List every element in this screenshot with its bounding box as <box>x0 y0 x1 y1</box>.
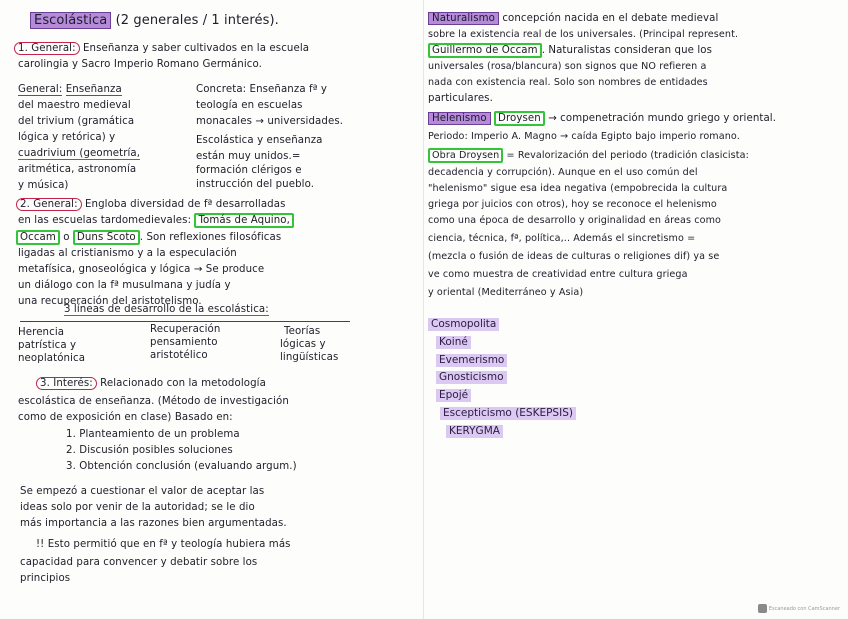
helenismo-text: Periodo: Imperio A. Magno → caída Egipto bajo imperio romano. <box>428 131 740 142</box>
col-a-line: aritmética, astronomía <box>18 164 137 175</box>
title: Escolástica <box>30 12 111 29</box>
col-b-line: teología en escuelas <box>196 100 303 111</box>
title-line <box>30 12 279 29</box>
general2-text: en las escuelas tardomedievales: <box>18 215 192 226</box>
general2-connector: o <box>63 232 70 243</box>
lineas-heading-text: 3 líneas de desarrollo de la escolástica: <box>64 304 269 315</box>
helenismo-text: (mezcla o fusión de ideas de culturas o religiones dif) ya se <box>428 251 720 262</box>
linea-1: neoplatónica <box>18 353 86 364</box>
col-a-text: Enseñanza <box>65 84 122 95</box>
col-b-line: Escolástica y enseñanza <box>196 135 323 146</box>
general1-line <box>14 42 309 55</box>
general2-text: un diálogo con la fª musulmana y judía y <box>18 280 231 291</box>
naturalismo-text: universales (rosa/blancura) son signos que NO refieren a <box>428 61 707 72</box>
linea-1: Herencia <box>18 327 65 338</box>
naturalismo-text: sobre la existencia real de los universales. (Principal represent. <box>428 29 739 40</box>
helenismo-line <box>428 149 749 162</box>
term-epoje: Epojé <box>436 389 471 402</box>
interes-step: 2. Discusión posibles soluciones <box>66 445 233 456</box>
lineas-rule <box>20 321 350 322</box>
linea-3: Teorías <box>284 326 321 337</box>
col-a-line: del trivium (gramática <box>18 116 135 127</box>
general2-line <box>16 231 281 244</box>
col-b-line: monacales → universidades. <box>196 116 344 127</box>
helenismo-text: ve como muestra de creatividad entre cultura griega <box>428 269 688 280</box>
interes-step: 1. Planteamiento de un problema <box>66 429 240 440</box>
general2-line <box>18 214 294 227</box>
para2-text: capacidad para convencer y debatir sobre los <box>20 557 258 568</box>
linea-2: pensamiento <box>150 337 218 348</box>
interes-text: Relacionado con la metodología <box>100 378 266 389</box>
cuadrivium: cuadrivium (geometría, <box>18 148 141 159</box>
helenismo-text: = Revalorización del periodo (tradición clasicista: <box>506 150 749 161</box>
interes-line <box>36 377 266 390</box>
term-gnosticismo: Gnosticismo <box>436 371 507 384</box>
helenismo-line <box>428 112 776 125</box>
col-a-line: y música) <box>18 180 69 191</box>
occam: Occam <box>16 230 60 245</box>
naturalismo-text: . Naturalistas consideran que los <box>541 45 713 56</box>
exclamation-mark: !! <box>36 539 45 550</box>
para2-text: Esto permitió que en fª y teología hubiera más <box>47 539 291 550</box>
scanner-watermark <box>758 604 840 613</box>
interes-step: 3. Obtención conclusión (evaluando argum.) <box>66 461 297 472</box>
general2-label: 2. General: <box>16 198 82 211</box>
linea-3: lógicas y <box>280 339 326 350</box>
para1-line: ideas solo por venir de la autoridad; se le dio <box>20 502 255 513</box>
helenismo-text: como una época de desarrollo y originalidad en áreas como <box>428 215 721 226</box>
general2-line <box>16 198 286 211</box>
helenismo-text: → compenetración mundo griego y oriental. <box>548 113 777 124</box>
interes-label: 3. Interés: <box>36 377 97 390</box>
term-kerygma: KERYGMA <box>446 425 503 438</box>
helenismo-text: decadencia y corrupción). Aunque en el uso común del <box>428 167 698 178</box>
general2-text: ligadas al cristianismo y a la especulación <box>18 248 237 259</box>
col-a-line: lógica y retórica) y <box>18 132 116 143</box>
linea-3: lingüísticas <box>280 352 339 363</box>
general2-text: una recuperación del aristotelismo. <box>18 296 202 307</box>
interes-text: como de exposición en clase) Basado en: <box>18 412 233 423</box>
right-page <box>424 0 848 619</box>
col-a-head <box>18 83 122 96</box>
helenismo-text: "helenismo" sigue esa idea negativa (empobrecida la cultura <box>428 183 728 194</box>
para1-line: más importancia a las razones bien argumentadas. <box>20 518 287 529</box>
helenismo-text: ciencia, técnica, fª, política,.. Además el sincretismo = <box>428 233 696 244</box>
linea-2: aristotélico <box>150 350 208 361</box>
general1-label: 1. General: <box>14 42 80 55</box>
para2-text: principios <box>20 573 71 584</box>
naturalismo-text: concepción nacida en el debate medieval <box>502 13 719 24</box>
term-evemerismo: Evemerismo <box>436 354 507 367</box>
col-a-line <box>18 147 140 160</box>
naturalismo-text: nada con existencia real. Solo son nombres de entidades <box>428 77 708 88</box>
camscanner-logo-icon <box>758 604 767 613</box>
naturalismo-line <box>428 44 712 57</box>
guillermo-de-occam: Guillermo de Occam <box>428 43 542 58</box>
term-koine: Koiné <box>436 336 471 349</box>
general2-text: metafísica, gnoseológica y lógica → Se produce <box>18 264 265 275</box>
col-a-line: del maestro medieval <box>18 100 131 111</box>
term-cosmopolita: Cosmopolita <box>428 318 499 331</box>
helenismo-text: griega por juicios con otros), hoy se reconoce el helenismo <box>428 199 717 210</box>
helenismo-text: y oriental (Mediterráneo y Asia) <box>428 287 584 298</box>
duns-scoto: Duns Scoto <box>73 230 140 245</box>
general2-text: . Son reflexiones filosóficas <box>139 232 282 243</box>
obra-droysen: Obra Droysen <box>428 148 503 163</box>
term-escepticismo: Escepticismo (ESKEPSIS) <box>440 407 576 420</box>
title-rest: (2 generales / 1 interés). <box>115 13 279 28</box>
para2-line <box>36 538 291 551</box>
para1-line: Se empezó a cuestionar el valor de aceptar las <box>20 486 265 497</box>
helenismo-label: Helenismo <box>428 112 491 125</box>
general2-text: Engloba diversidad de fª desarrolladas <box>84 199 286 210</box>
col-b-line: Concreta: Enseñanza fª y <box>196 84 328 95</box>
col-a-label: General: <box>18 84 63 95</box>
naturalismo-text: particulares. <box>428 93 493 104</box>
linea-2: Recuperación <box>150 324 221 335</box>
lineas-heading <box>64 303 269 316</box>
col-b-line: están muy unidos.= <box>196 151 301 162</box>
naturalismo-line <box>428 12 718 25</box>
linea-1: patrística y <box>18 340 77 351</box>
interes-text: escolástica de enseñanza. (Método de investigación <box>18 396 289 407</box>
col-b-line: formación clérigos e <box>196 165 302 176</box>
naturalismo-label: Naturalismo <box>428 12 499 25</box>
tomas-de-aquino: Tomás de Aquino, <box>194 213 293 228</box>
general1-text1: Enseñanza y saber cultivados en la escuela <box>82 43 310 54</box>
scanner-text: Escaneado con CamScanner <box>768 606 840 612</box>
droysen-box: Droysen <box>494 111 545 126</box>
general1-text2: carolingia y Sacro Imperio Romano Germánico. <box>18 59 262 70</box>
col-b-line: instrucción del pueblo. <box>196 179 315 190</box>
